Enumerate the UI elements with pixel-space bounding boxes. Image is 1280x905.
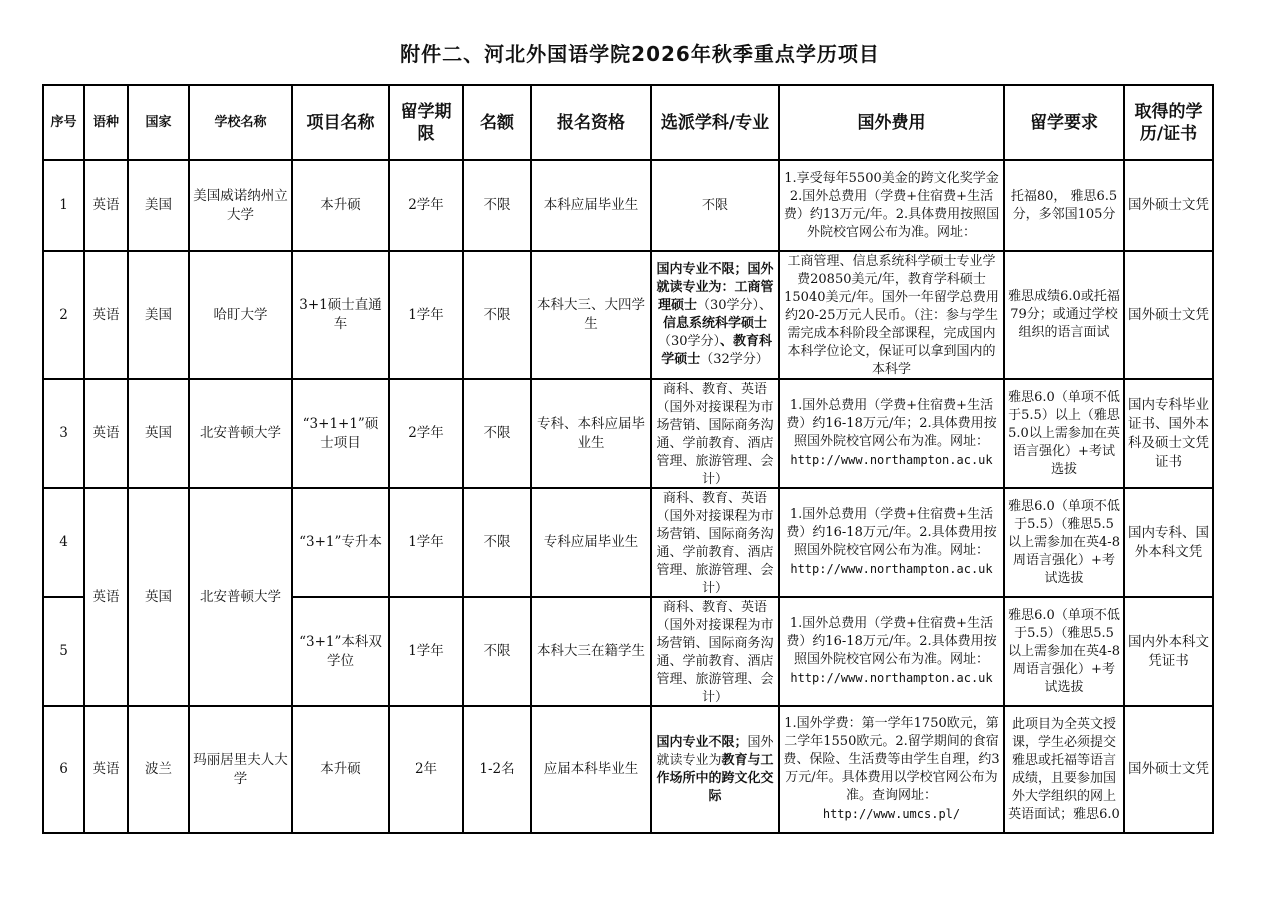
header-school: 学校名称 xyxy=(189,85,292,160)
cell-no: 5 xyxy=(43,597,84,706)
cell-country: 波兰 xyxy=(128,706,189,833)
cell-duration: 2学年 xyxy=(389,160,463,251)
cell-fee xyxy=(779,488,1004,597)
cell-project: “3+1”专升本 xyxy=(292,488,389,597)
header-no: 序号 xyxy=(43,85,84,160)
header-subject: 选派学科/专业 xyxy=(651,85,779,160)
fee-text: 工商管理、信息系统科学硕士专业学费20850美元/年，教育学科硕士15040美元/年。国外一年留学总费用约20-25万元人民币。（注：参与学生需完成本科阶段全部课程，完成国内本科学位论文，保证可以拿到国内的本科学 xyxy=(784,254,999,377)
cell-quota: 不限 xyxy=(463,251,531,379)
cell-degree: 国内专科毕业证书、国外本科及硕士文凭证书 xyxy=(1124,379,1213,488)
subject-part: 国外就读专业为 xyxy=(656,734,774,768)
fee-url: http://www.umcs.pl/ xyxy=(822,807,961,821)
header-project: 项目名称 xyxy=(292,85,389,160)
cell-degree: 国外硕士文凭 xyxy=(1124,251,1213,379)
cell-eligibility: 专科、本科应届毕业生 xyxy=(531,379,651,488)
cell-eligibility: 本科大三在籍学生 xyxy=(531,597,651,706)
table-row xyxy=(43,706,1213,833)
requirement-text: 雅思6.0（单项不低于5.5）以上（雅思5.0以上需参加在英语言强化）+考试选拔 xyxy=(1008,389,1120,477)
table-header-row xyxy=(43,85,1213,160)
header-language: 语种 xyxy=(84,85,128,160)
fee-block xyxy=(783,715,1000,824)
header-duration: 留学期限 xyxy=(389,85,463,160)
cell-project: 本升硕 xyxy=(292,160,389,251)
subject-part: （30学分） xyxy=(657,334,721,349)
cell-eligibility: 本科大三、大四学生 xyxy=(531,251,651,379)
cell-project: 3+1硕士直通车 xyxy=(292,251,389,379)
cell-duration: 1学年 xyxy=(389,251,463,379)
subject-text xyxy=(655,734,775,806)
subject-text: 商科、教育、英语（国外对接课程为市场营销、国际商务沟通、学前教育、酒店管理、旅游管理、会计） xyxy=(656,490,774,596)
cell-language: 英语 xyxy=(84,379,128,488)
cell-no: 3 xyxy=(43,379,84,488)
fee-block xyxy=(783,397,1000,470)
header-requirement: 留学要求 xyxy=(1004,85,1124,160)
cell-school: 美国威诺纳州立大学 xyxy=(189,160,292,251)
cell-eligibility: 专科应届毕业生 xyxy=(531,488,651,597)
fee-text: 1.国外总费用（学费+住宿费+生活费）约16-18万元/年；2.具体费用按照国外院校官网公布为准。网址： xyxy=(786,398,997,449)
cell-subject xyxy=(651,379,779,488)
cell-requirement xyxy=(1004,379,1124,488)
cell-language: 英语 xyxy=(84,488,128,706)
page-title: 附件二、河北外国语学院2026年秋季重点学历项目 xyxy=(400,42,880,66)
subject-part: 教育与工作场所中的跨文化交际 xyxy=(656,752,774,804)
fee-text: 1.国外总费用（学费+住宿费+生活费）约16-18万元/年。2.具体费用按照国外院校官网公布为准。网址： xyxy=(786,616,997,667)
cell-subject: 不限 xyxy=(651,160,779,251)
cell-project: 本升硕 xyxy=(292,706,389,833)
cell-fee xyxy=(779,160,1004,251)
cell-project: “3+1”本科双学位 xyxy=(292,597,389,706)
cell-eligibility: 本科应届毕业生 xyxy=(531,160,651,251)
cell-degree: 国外硕士文凭 xyxy=(1124,160,1213,251)
cell-degree: 国内外本科文凭证书 xyxy=(1124,597,1213,706)
cell-school: 哈盯大学 xyxy=(189,251,292,379)
cell-quota: 1-2名 xyxy=(463,706,531,833)
cell-duration: 1学年 xyxy=(389,597,463,706)
cell-requirement: 雅思成绩6.0或托福79分；或通过学校组织的语言面试 xyxy=(1004,251,1124,379)
cell-subject xyxy=(651,597,779,706)
cell-school: 北安普顿大学 xyxy=(189,488,292,706)
header-country: 国家 xyxy=(128,85,189,160)
fee-text: 1.国外总费用（学费+住宿费+生活费）约16-18万元/年。2.具体费用按照国外院校官网公布为准。网址： xyxy=(786,507,997,558)
program-table xyxy=(42,84,1214,834)
cell-language: 英语 xyxy=(84,706,128,833)
cell-duration: 2学年 xyxy=(389,379,463,488)
cell-fee xyxy=(779,706,1004,833)
fee-url: http://www.northampton.ac.uk xyxy=(790,671,993,685)
subject-text: 商科、教育、英语（国外对接课程为市场营销、国际商务沟通、学前教育、酒店管理、旅游管理、会计） xyxy=(656,599,774,705)
subject-part: 国内专业不限；国外就读专业为：工商管理硕士 xyxy=(656,262,774,313)
subject-part: 、教育科学硕士 xyxy=(661,334,773,367)
fee-text: 1.享受每年5500美金的跨文化奖学金 2.国外总费用（学费+住宿费+生活费）约13万元/年。2.具体费用按照国外院校官网公布为准。网址： xyxy=(783,170,1000,240)
cell-country: 美国 xyxy=(128,251,189,379)
cell-duration: 1学年 xyxy=(389,488,463,597)
cell-no: 4 xyxy=(43,488,84,597)
fee-url: http://www.northampton.ac.uk xyxy=(790,453,993,467)
cell-fee xyxy=(779,251,1004,379)
header-eligibility: 报名资格 xyxy=(531,85,651,160)
cell-country: 英国 xyxy=(128,488,189,706)
fee-text: 1.国外学费：第一学年1750欧元，第二学年1550欧元。2.留学期间的食宿费、保险、生活费等由学生自理，约3万元/年。具体费用以学校官网公布为准。查询网址： xyxy=(783,716,1000,803)
subject-text xyxy=(655,261,775,369)
cell-degree: 国内专科、国外本科文凭 xyxy=(1124,488,1213,597)
table-row xyxy=(43,160,1213,251)
cell-requirement xyxy=(1004,597,1124,706)
subject-part: 国内专业不限； xyxy=(656,734,748,750)
cell-fee xyxy=(779,597,1004,706)
requirement-text: 雅思6.0（单项不低于5.5）（雅思5.5以上需参加在英4-8周语言强化）+考试选拔 xyxy=(1008,498,1120,586)
cell-country: 美国 xyxy=(128,160,189,251)
requirement-text: 此项目为全英文授课，学生必须提交雅思或托福等语言成绩，且要参加国外大学组织的网上英语面试；雅思6.0 xyxy=(1008,716,1120,822)
cell-degree: 国外硕士文凭 xyxy=(1124,706,1213,833)
cell-duration: 2年 xyxy=(389,706,463,833)
header-fee: 国外费用 xyxy=(779,85,1004,160)
cell-subject xyxy=(651,488,779,597)
fee-block xyxy=(783,615,1000,688)
cell-quota: 不限 xyxy=(463,597,531,706)
table-row xyxy=(43,488,1213,597)
cell-no: 2 xyxy=(43,251,84,379)
cell-subject xyxy=(651,251,779,379)
cell-no: 6 xyxy=(43,706,84,833)
subject-part: （30学分）、 xyxy=(696,298,773,313)
cell-country: 英国 xyxy=(128,379,189,488)
cell-quota: 不限 xyxy=(463,488,531,597)
cell-requirement: 托福80， 雅思6.5分，多邻国105分 xyxy=(1004,160,1124,251)
cell-fee xyxy=(779,379,1004,488)
cell-language: 英语 xyxy=(84,160,128,251)
cell-eligibility: 应届本科毕业生 xyxy=(531,706,651,833)
fee-url: http://www.northampton.ac.uk xyxy=(790,562,993,576)
cell-project: “3+1+1”硕士项目 xyxy=(292,379,389,488)
cell-quota: 不限 xyxy=(463,379,531,488)
subject-part: （32学分） xyxy=(700,352,769,367)
fee-block xyxy=(783,506,1000,579)
cell-subject xyxy=(651,706,779,833)
cell-no: 1 xyxy=(43,160,84,251)
cell-school: 玛丽居里夫人大学 xyxy=(189,706,292,833)
header-degree: 取得的学历/证书 xyxy=(1124,85,1213,160)
cell-requirement xyxy=(1004,488,1124,597)
subject-part: 信息系统科学硕士 xyxy=(662,316,767,331)
table-row xyxy=(43,251,1213,379)
cell-school: 北安普顿大学 xyxy=(189,379,292,488)
requirement-text: 雅思6.0（单项不低于5.5）（雅思5.5以上需参加在英4-8周语言强化）+考试选拔 xyxy=(1008,607,1120,695)
cell-requirement xyxy=(1004,706,1124,833)
cell-language: 英语 xyxy=(84,251,128,379)
cell-quota: 不限 xyxy=(463,160,531,251)
header-quota: 名额 xyxy=(463,85,531,160)
table-row xyxy=(43,379,1213,488)
subject-text: 商科、教育、英语（国外对接课程为市场营销、国际商务沟通、学前教育、酒店管理、旅游管理、会计） xyxy=(656,381,774,487)
